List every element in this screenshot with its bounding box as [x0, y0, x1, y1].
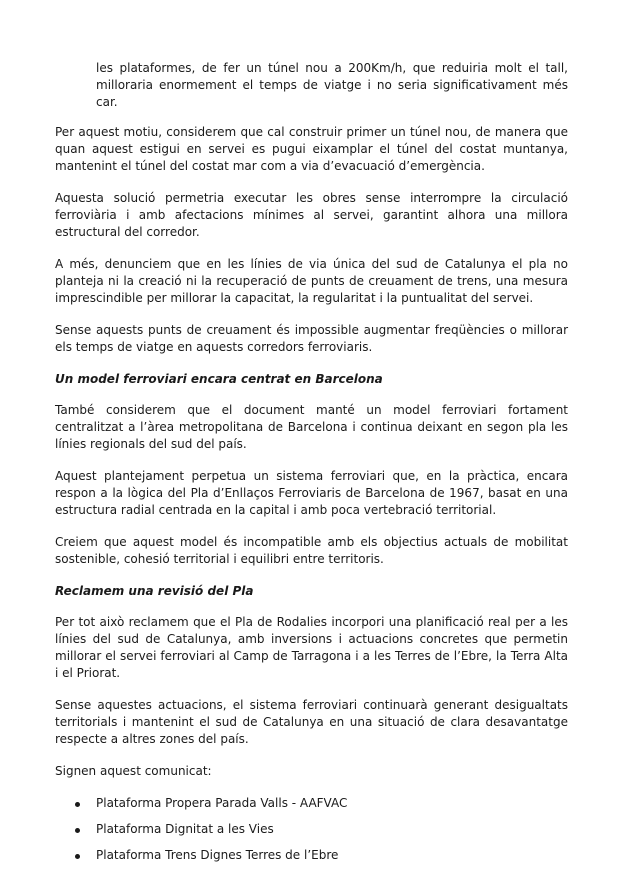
- paragraph: Per tot això reclamem que el Pla de Rodalies incorpori una planificació real per a les línies del sud de Catalunya, amb inversions i actuacions concretes que permetin millorar el servei ferroviari al Camp de Tarragona i a les Terres de l’Ebre, la Terra Alta i el Priorat.: [55, 615, 568, 680]
- list-item: [55, 847, 568, 864]
- signatory-name: Plataforma Dignitat a les Vies: [96, 822, 274, 836]
- list-item: [55, 821, 568, 838]
- document-page: [55, 60, 568, 873]
- paragraph: Sense aquestes actuacions, el sistema ferroviari continuarà generant desigualtats territorials i mantenint el sud de Catalunya en una situació de clara desavantatge respecte a altres zones del país.: [55, 698, 568, 746]
- paragraph: També considerem que el document manté un model ferroviari fortament centralitzat a l’àrea metropolitana de Barcelona i continua deixant en segon pla les línies regionals del sud del país.: [55, 403, 568, 451]
- paragraph: Aquest plantejament perpetua un sistema ferroviari que, en la pràctica, encara respon a la lògica del Pla d’Enllaços Ferroviaris de Barcelona de 1967, basat en una estructura radial centrada en la capital i amb poca vertebració territorial.: [55, 469, 568, 517]
- paragraph-continuation: les plataformes, de fer un túnel nou a 200Km/h, que reduiria molt el tall, milloraria enormement el temps de viatge i no seria significativament més car.: [96, 61, 568, 109]
- list-item: [55, 795, 568, 812]
- signatory-name: Plataforma Propera Parada Valls - AAFVAC: [96, 796, 348, 810]
- signatories-list: [55, 795, 568, 864]
- paragraph: Sense aquests punts de creuament és impossible augmentar freqüències o millorar els temps de viatge en aquests corredors ferroviaris.: [55, 323, 568, 354]
- bullet-icon: [75, 802, 80, 807]
- signatories-intro: Signen aquest comunicat:: [55, 764, 212, 778]
- paragraph: Creiem que aquest model és incompatible amb els objectius actuals de mobilitat sostenible, cohesió territorial i equilibri entre territoris.: [55, 535, 568, 566]
- paragraph: Aquesta solució permetria executar les obres sense interrompre la circulació ferroviària i amb afectacions mínimes al servei, garantint alhora una millora estructural del corredor.: [55, 191, 568, 239]
- section-heading: Reclamem una revisió del Pla: [55, 584, 254, 598]
- paragraph: A més, denunciem que en les línies de via única del sud de Catalunya el pla no planteja ni la creació ni la recuperació de punts de creuament de trens, una mesura imprescindible per millorar la capacitat, la regularitat i la puntualitat del servei.: [55, 257, 568, 305]
- signatory-name: Plataforma Trens Dignes Terres de l’Ebre: [96, 848, 339, 862]
- paragraph: Per aquest motiu, considerem que cal construir primer un túnel nou, de manera que quan aquest estigui en servei es pugui eixamplar el túnel del costat muntanya, mantenint el túnel del costat mar com a via d’evacuació d’emergència.: [55, 125, 568, 173]
- bullet-icon: [75, 828, 80, 833]
- bullet-icon: [75, 854, 80, 859]
- section-heading: Un model ferroviari encara centrat en Barcelona: [55, 372, 383, 386]
